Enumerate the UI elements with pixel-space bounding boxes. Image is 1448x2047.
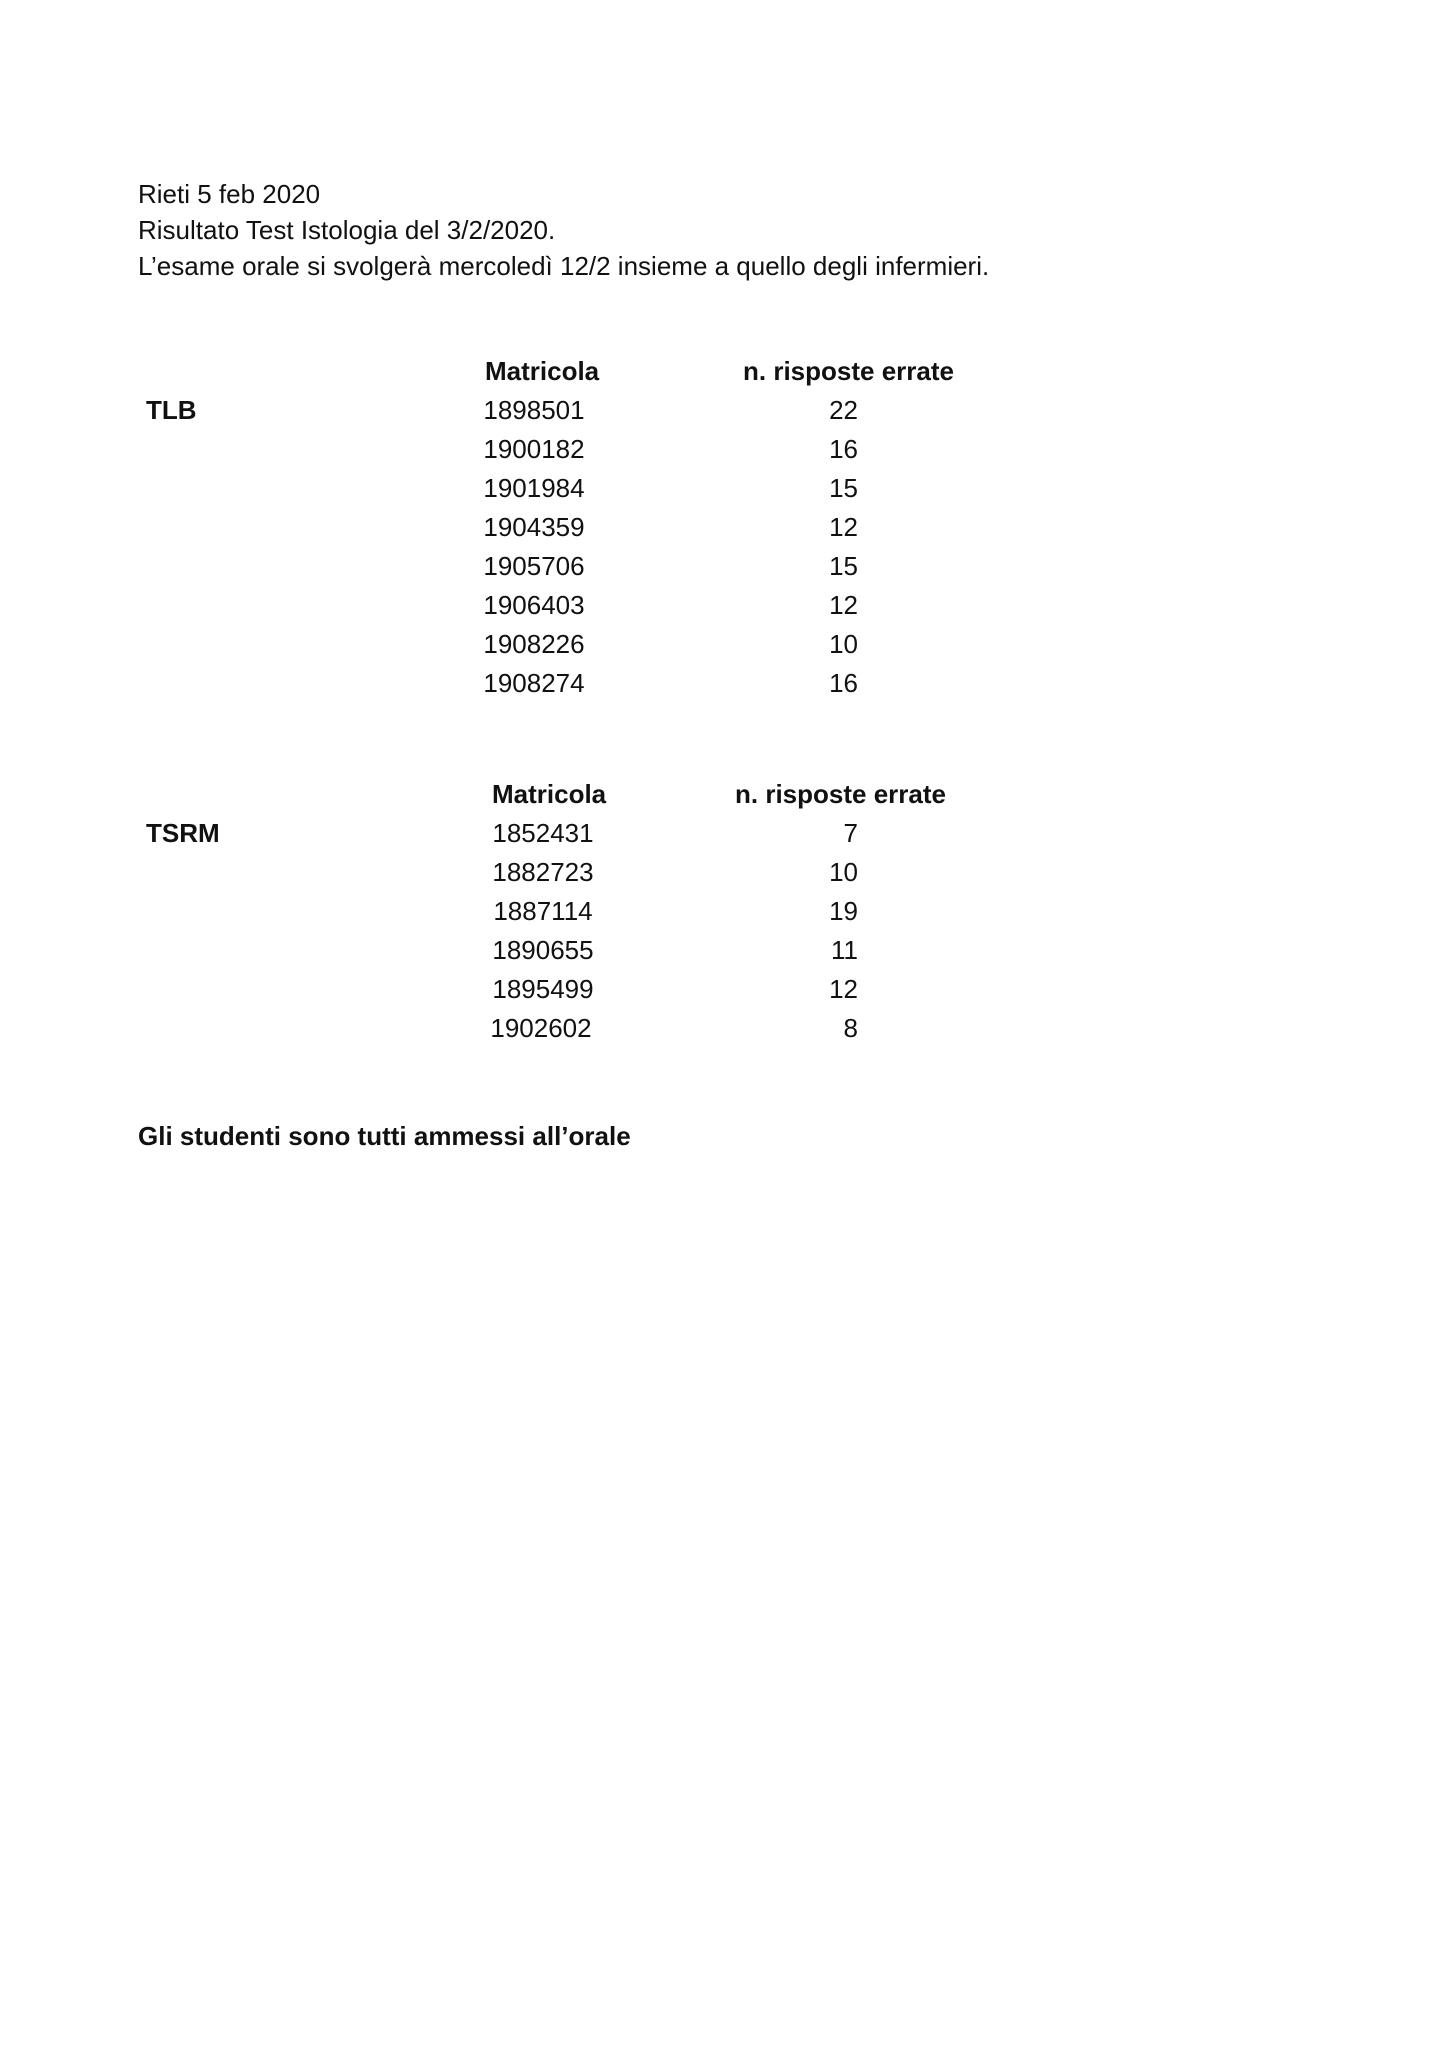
table-row (0, 470, 1448, 509)
tsrm-rows (0, 815, 1448, 1049)
errors-cell: 16 (829, 668, 858, 698)
matricola-cell: 1901984 (483, 473, 585, 503)
tlb-rows (0, 392, 1448, 704)
errors-cell: 22 (829, 395, 858, 425)
table-row (0, 665, 1448, 704)
test-title: Risultato Test Istologia del 3/2/2020. (138, 215, 556, 245)
group-label-tlb: TLB (146, 395, 197, 425)
matricola-cell: 1906403 (483, 590, 585, 620)
table-row (0, 431, 1448, 470)
matricola-cell: 1902602 (490, 1013, 592, 1043)
matricola-cell: 1890655 (492, 935, 594, 965)
errors-cell: 16 (829, 434, 858, 464)
matricola-cell: 1905706 (483, 551, 585, 581)
matricola-cell: 1852431 (492, 818, 594, 848)
errors-cell: 12 (829, 512, 858, 542)
table-row (0, 971, 1448, 1010)
table-row (0, 932, 1448, 971)
matricola-cell: 1882723 (492, 857, 594, 887)
errors-cell: 10 (829, 857, 858, 887)
oral-exam-note: L’esame orale si svolgerà mercoledì 12/2 insieme a quello degli infermieri. (138, 251, 990, 281)
errors-cell: 12 (829, 974, 858, 1004)
matricola-cell: 1900182 (483, 434, 585, 464)
matricola-cell: 1887114 (493, 896, 593, 926)
place-date: Rieti 5 feb 2020 (138, 179, 321, 209)
table-row (0, 509, 1448, 548)
errors-cell: 7 (843, 818, 858, 848)
admission-note: Gli studenti sono tutti ammessi all’orale (138, 1121, 631, 1151)
errors-header: n. risposte errate (743, 356, 954, 386)
matricola-header: Matricola (485, 356, 600, 386)
errors-header: n. risposte errate (735, 779, 946, 809)
table-row (0, 815, 1448, 854)
errors-cell: 12 (829, 590, 858, 620)
matricola-cell: 1908274 (483, 668, 585, 698)
group-label-tsrm: TSRM (146, 818, 220, 848)
table-row (0, 626, 1448, 665)
matricola-cell: 1895499 (492, 974, 594, 1004)
table-row (0, 1010, 1448, 1049)
errors-cell: 8 (843, 1013, 858, 1043)
table-row (0, 854, 1448, 893)
table-row (0, 392, 1448, 431)
errors-cell: 15 (829, 551, 858, 581)
errors-cell: 15 (829, 473, 858, 503)
matricola-header: Matricola (492, 779, 607, 809)
table-row (0, 893, 1448, 932)
errors-cell: 11 (831, 935, 858, 965)
table-row (0, 548, 1448, 587)
errors-cell: 10 (829, 629, 858, 659)
errors-cell: 19 (829, 896, 858, 926)
matricola-cell: 1898501 (483, 395, 585, 425)
table-row (0, 587, 1448, 626)
matricola-cell: 1908226 (483, 629, 585, 659)
intro-text (138, 176, 989, 284)
matricola-cell: 1904359 (483, 512, 585, 542)
